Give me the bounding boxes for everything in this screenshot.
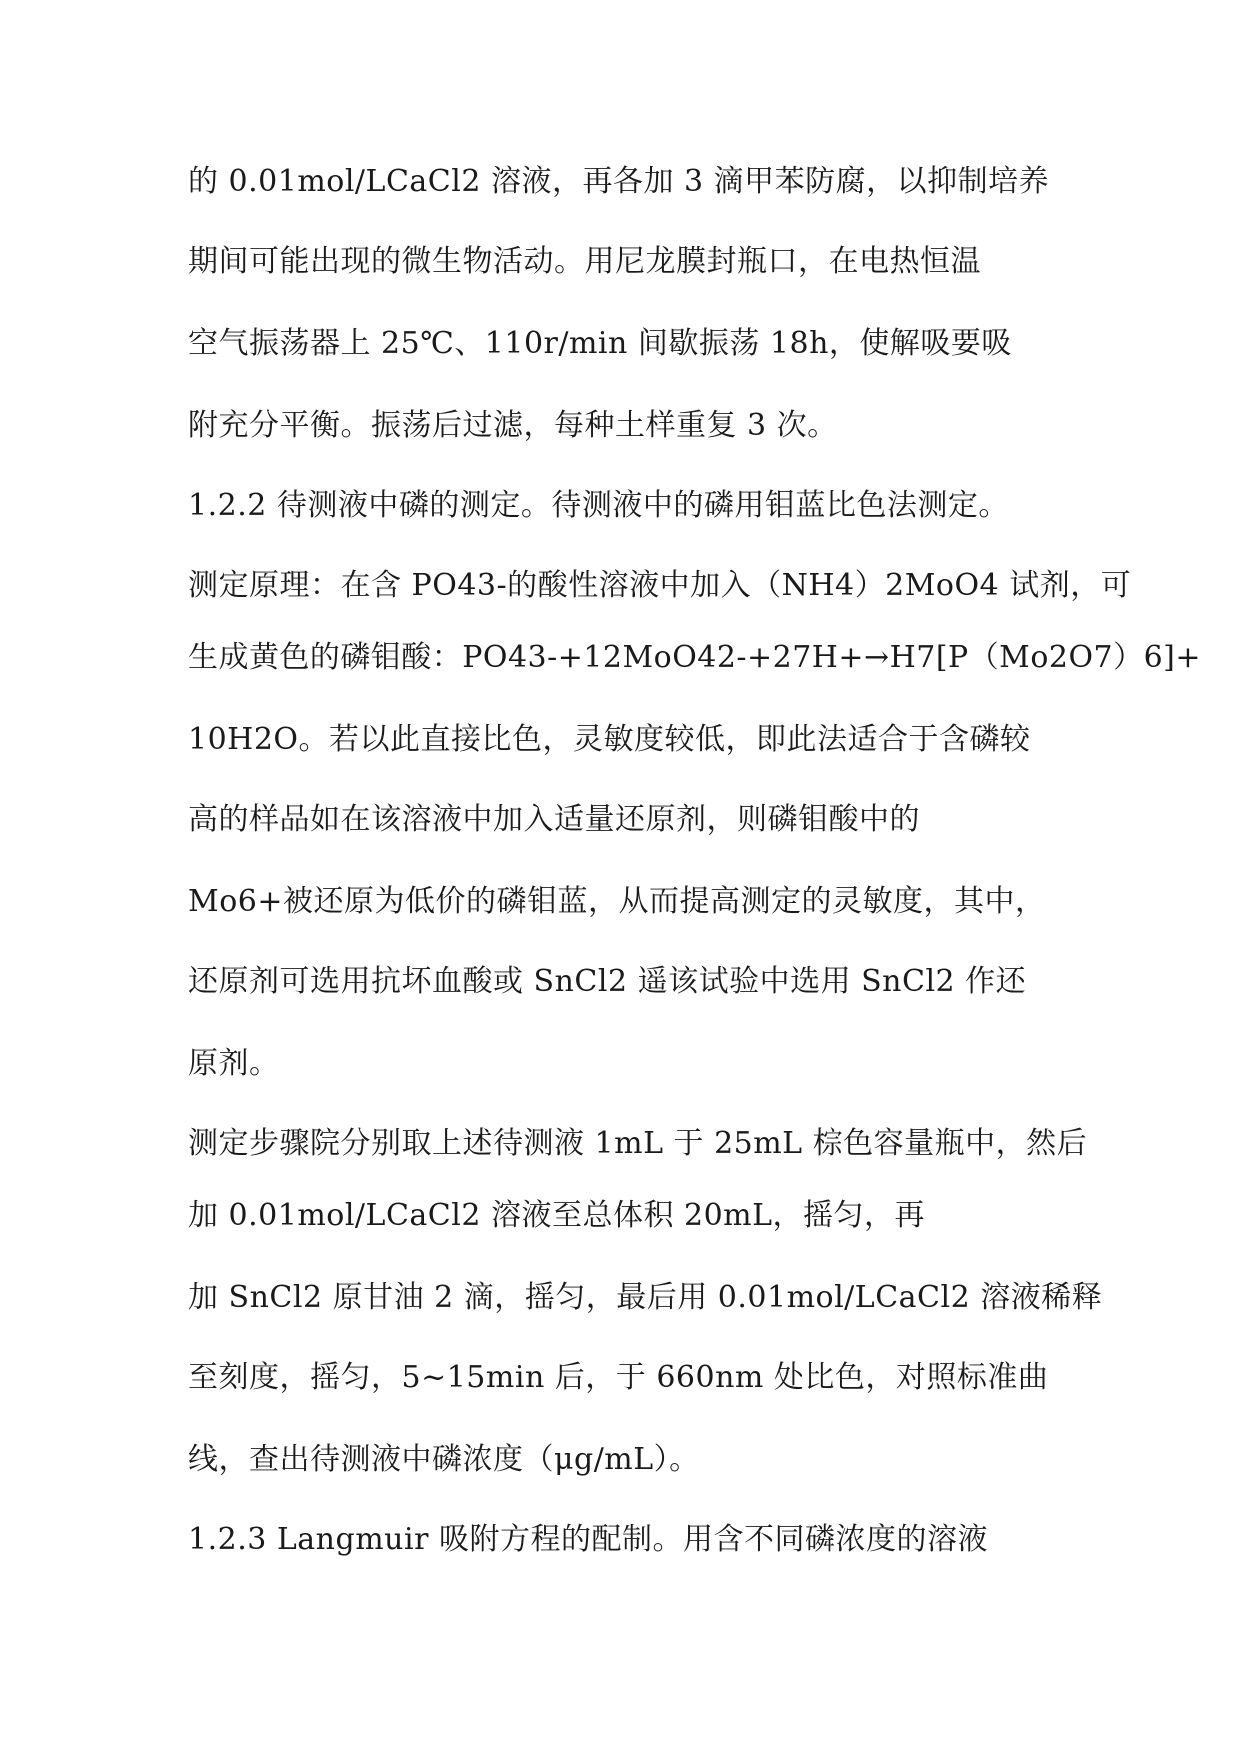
text-line: 高的样品如在该溶液中加入适量还原剂，则磷钼酸中的: [188, 802, 920, 837]
text-line: 测定步骤院分别取上述待测液 1mL 于 25mL 棕色容量瓶中，然后: [188, 1126, 1088, 1161]
text-line: 至刻度，摇匀，5~15min 后，于 660nm 处比色，对照标准曲: [188, 1360, 1049, 1395]
text-line: 生成黄色的磷钼酸：PO43-+12MoO42-+27H+→H7[P（Mo2O7）6]+: [188, 640, 1201, 675]
text-line: 期间可能出现的微生物活动。用尼龙膜封瓶口，在电热恒温: [188, 244, 981, 279]
text-line: 1.2.2 待测液中磷的测定。待测液中的磷用钼蓝比色法测定。: [188, 488, 1009, 523]
text-line: 的 0.01mol/LCaCl2 溶液，再各加 3 滴甲苯防腐，以抑制培养: [188, 164, 1050, 199]
text-line: 线，查出待测液中磷浓度（μg/mL）。: [188, 1442, 700, 1477]
text-line: 加 0.01mol/LCaCl2 溶液至总体积 20mL，摇匀，再: [188, 1198, 926, 1233]
text-line: 还原剂可选用抗坏血酸或 SnCl2 遥该试验中选用 SnCl2 作还: [188, 964, 1027, 999]
text-line: 1.2.3 Langmuir 吸附方程的配制。用含不同磷浓度的溶液: [188, 1522, 988, 1557]
text-line: 加 SnCl2 原甘油 2 滴，摇匀，最后用 0.01mol/LCaCl2 溶液稀释: [188, 1280, 1103, 1315]
text-line: 附充分平衡。振荡后过滤，每种土样重复 3 次。: [188, 408, 838, 443]
text-line: 原剂。: [188, 1046, 280, 1081]
text-line: 10H2O。若以此直接比色，灵敏度较低，即此法适合于含磷较: [188, 722, 1031, 757]
text-line: 空气振荡器上 25℃、110r/min 间歇振荡 18h，使解吸要吸: [188, 326, 1012, 361]
text-line: Mo6+被还原为低价的磷钼蓝，从而提高测定的灵敏度，其中，: [188, 884, 1046, 919]
text-line: 测定原理：在含 PO43-的酸性溶液中加入（NH4）2MoO4 试剂，可: [188, 568, 1132, 603]
